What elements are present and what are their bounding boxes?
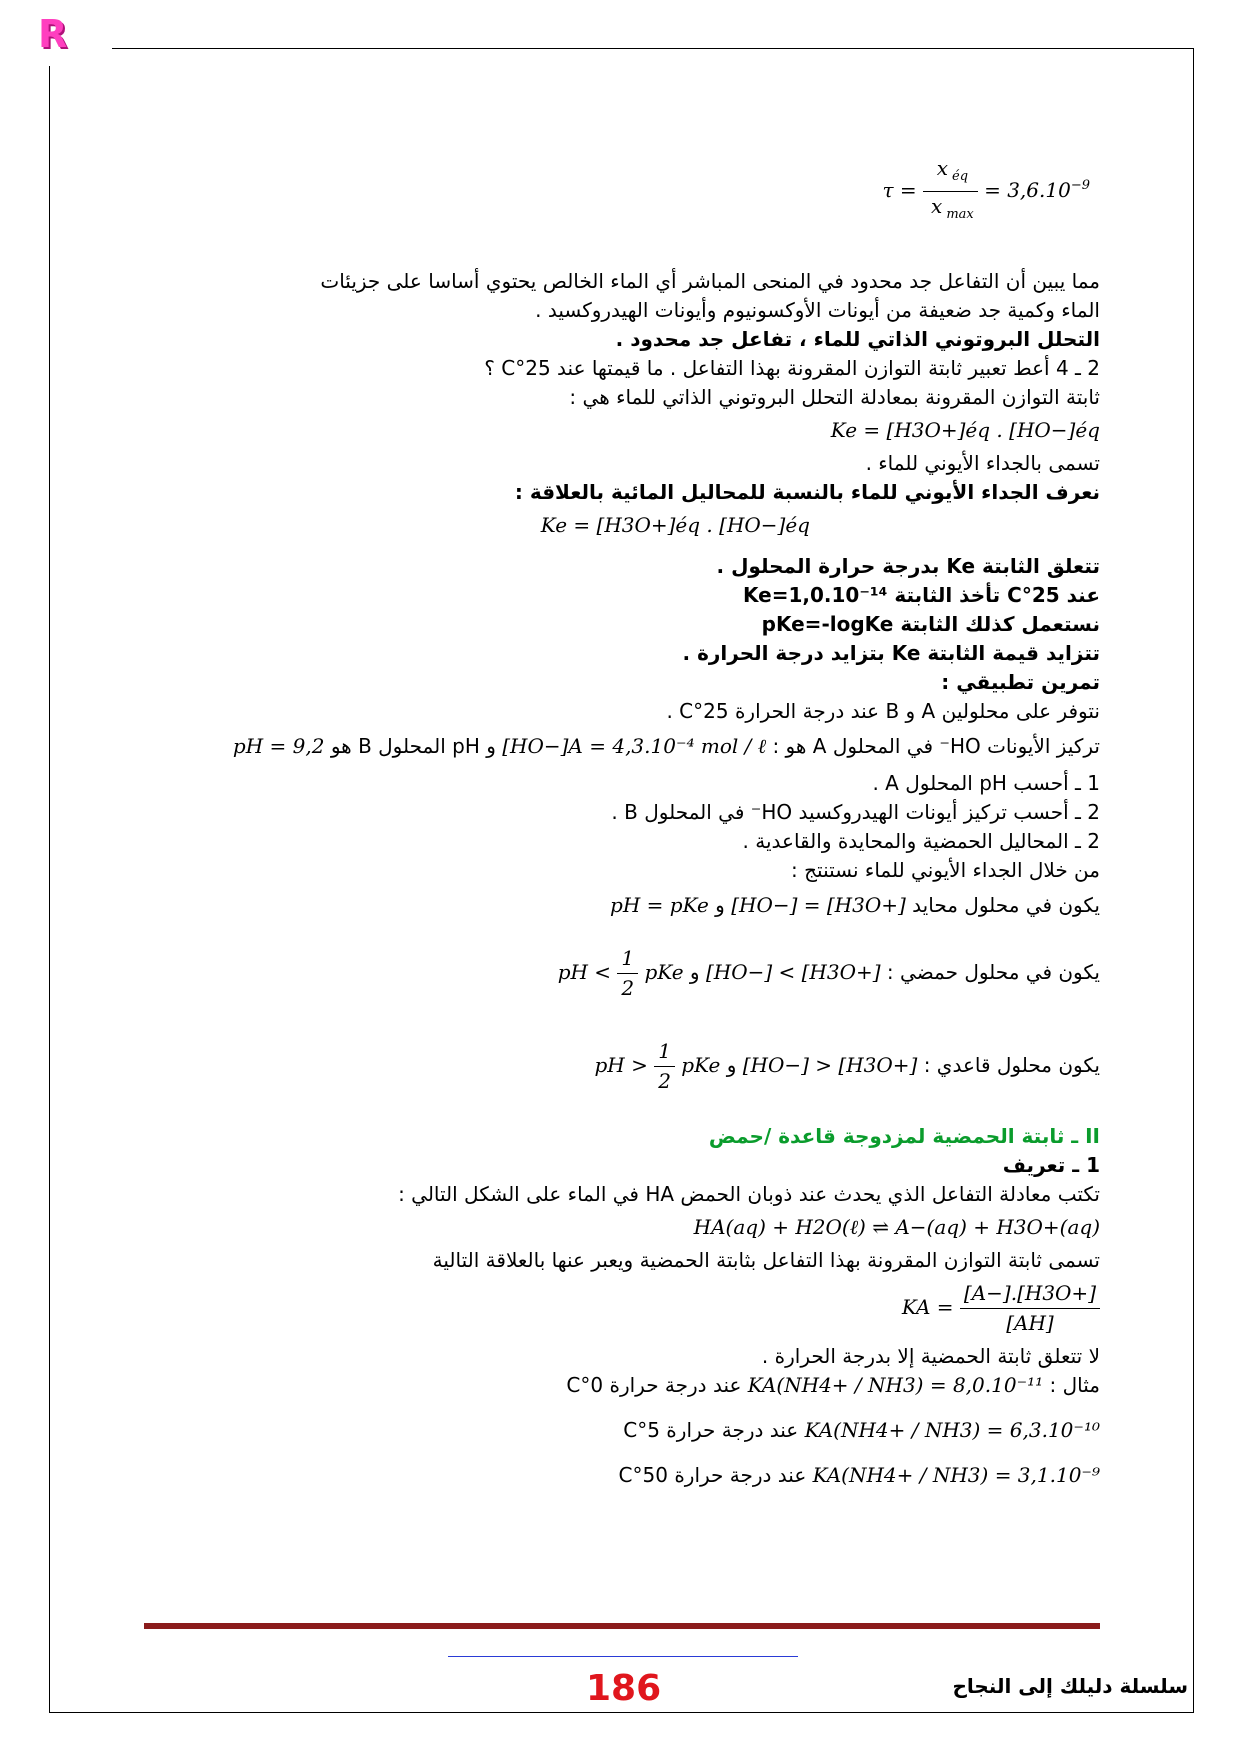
example-50-math: KA(NH4+ / NH3) = 3,1.10⁻⁹ — [812, 1463, 1100, 1487]
basic-and: و — [726, 1053, 737, 1077]
ka-equation — [110, 1275, 1100, 1342]
top-rule — [112, 48, 1194, 49]
acid-text: يكون في محلول حمضي : — [886, 960, 1100, 984]
ke-name: تسمى بالجداء الأيوني للماء . — [865, 451, 1100, 475]
acid-half-num: 1 — [617, 944, 638, 974]
page-body — [110, 150, 1100, 1490]
definition-line-1: تكتب معادلة التفاعل الذي يحدث عند ذوبان الحمض HA في الماء على الشكل التالي : — [398, 1182, 1100, 1206]
exercise-l2-ph: pH = 9,2 — [232, 734, 325, 758]
basic-ph — [594, 1037, 720, 1096]
pke-definition: نستعمل كذلك الثابتة pKe=-logKe — [761, 612, 1100, 636]
acid-math: [HO−] < [H3O+] — [705, 960, 881, 984]
footer-rule — [448, 1656, 798, 1657]
exercise-l2-text: تركيز الأيونات HO⁻ في المحلول A هو : — [772, 734, 1100, 758]
exercise-q1: 1 ـ أحسب pH المحلول A . — [872, 771, 1100, 795]
reaction-equation: HA(aq) + H2O(ℓ) ⇌ A−(aq) + H3O+(aq) — [693, 1215, 1100, 1239]
neutral-math: [HO−] = [H3O+] — [731, 893, 906, 917]
acid-and: و — [689, 960, 700, 984]
acid-line — [110, 944, 1100, 1003]
neutral-line — [110, 891, 1100, 920]
tau-exp: −9 — [1070, 178, 1090, 194]
neutral-ph: pH = pKe — [610, 893, 709, 917]
exercise-l2-text2: و pH المحلول B هو — [330, 734, 496, 758]
exercise-line-2 — [110, 732, 1100, 761]
definition-title: 1 ـ تعريف — [1002, 1153, 1100, 1177]
para-1-conclusion: التحلل البروتوني الذاتي للماء ، تفاعل جد محدود . — [615, 327, 1100, 351]
exercise-line-1: نتوفر على محلولين A و B عند درجة الحرارة 25°C . — [666, 699, 1100, 723]
neutral-text: يكون في محلول محايد — [912, 893, 1100, 917]
series-title: سلسلة دليلك إلى النجاح — [952, 1674, 1188, 1698]
exercise-l2-math: [HO−]A = 4,3.10⁻⁴ mol / ℓ — [502, 734, 767, 758]
frame-bottom — [49, 1712, 1194, 1713]
exercise-title: تمرين تطبيقي : — [941, 670, 1100, 694]
example-label: مثال : — [1049, 1373, 1100, 1397]
tau-den: x — [931, 194, 943, 218]
example-5 — [110, 1416, 1100, 1445]
tau-den-sub: max — [946, 207, 974, 222]
ke-increase: تتزايد قيمة الثابتة Ke بتزايد درجة الحرارة . — [682, 641, 1100, 665]
frame-right — [1193, 48, 1194, 1713]
tau-num-sub: éq — [952, 169, 969, 184]
acid-half-den: 2 — [621, 976, 635, 1000]
basic-ph-b: pKe — [681, 1053, 721, 1077]
basic-line — [110, 1037, 1100, 1096]
tau-fraction — [923, 154, 978, 229]
ka-num: [A−].[H3O+] — [960, 1279, 1100, 1309]
ke-equation-2: Ke = [H3O+]éq . [HO−]éq — [540, 513, 810, 537]
tau-lhs: τ = — [882, 178, 917, 202]
example-5-math: KA(NH4+ / NH3) = 6,3.10⁻¹⁰ — [804, 1418, 1100, 1442]
basic-ph-a: pH > — [594, 1053, 648, 1077]
acid-ph-b: pKe — [644, 960, 684, 984]
basic-half-den: 2 — [658, 1069, 671, 1093]
tau-num: x — [936, 156, 949, 180]
ka-temperature: لا تتعلق ثابتة الحمضية إلا بدرجة الحرارة . — [761, 1344, 1100, 1368]
page-number: 186 — [586, 1668, 662, 1709]
exercise-q2: 2 ـ أحسب تركيز أيونات الهيدروكسيد HO⁻ في المحلول B . — [611, 800, 1100, 824]
tau-rhs: = 3,6.10 — [984, 178, 1071, 202]
example-50 — [110, 1461, 1100, 1490]
acid-ph — [558, 944, 684, 1003]
acid-ph-a: pH < — [557, 960, 612, 984]
footer-bar — [144, 1623, 1100, 1629]
para-1-line-1: مما يبين أن التفاعل جد محدود في المنحى المباشر أي الماء الخالص يحتوي أساسا على جزيئات — [320, 269, 1100, 293]
question-2-4: 2 ـ 4 أعط تعبير ثابتة التوازن المقرونة بهذا التفاعل . ما قيمتها عند 25°C ؟ — [484, 356, 1100, 380]
ka-den: [AH] — [1006, 1311, 1054, 1335]
example-0-temp: عند درجة حرارة 0°C — [566, 1373, 742, 1397]
logo-r: R — [38, 12, 68, 56]
basic-math: [HO−] > [H3O+] — [742, 1053, 918, 1077]
ka-fraction — [960, 1279, 1100, 1338]
ka-lhs: KA = — [901, 1295, 954, 1319]
example-0 — [110, 1371, 1100, 1400]
example-50-temp: عند درجة حرارة 50°C — [618, 1463, 807, 1487]
ke-temperature: تتعلق الثابتة Ke بدرجة حرارة المحلول . — [716, 554, 1100, 578]
example-0-math: KA(NH4+ / NH3) = 8,0.10⁻¹¹ — [747, 1373, 1044, 1397]
ke-value: عند 25°C تأخذ الثابتة Ke=1,0.10⁻¹⁴ — [743, 583, 1100, 607]
ke-equation-1: Ke = [H3O+]éq . [HO−]éq — [830, 418, 1100, 442]
para-1-line-2: الماء وكمية جد ضعيفة من أيونات الأوكسونيوم وأيونات الهيدروكسيد . — [535, 298, 1100, 322]
section-2-title: 2 ـ المحاليل الحمضية والمحايدة والقاعدية . — [742, 829, 1100, 853]
ka-definition: تسمى ثابتة التوازن المقرونة بهذا التفاعل بثابتة الحمضية ويعبر عنها بالعلاقة التالية — [432, 1248, 1100, 1272]
tau-equation — [110, 150, 1100, 233]
basic-half-num: 1 — [654, 1037, 675, 1067]
basic-text: يكون محلول قاعدي : — [923, 1053, 1100, 1077]
neutral-and: و — [715, 893, 725, 917]
ke-definition: نعرف الجداء الأيوني للماء بالنسبة للمحاليل المائية بالعلاقة : — [514, 480, 1100, 504]
question-2-4-answer: ثابتة التوازن المقرونة بمعادلة التحلل البروتوني الذاتي للماء هي : — [569, 385, 1100, 409]
section-II-title: II ـ ثابتة الحمضية لمزدوجة قاعدة /حمض — [708, 1124, 1100, 1148]
from-ke-intro: من خلال الجداء الأيوني للماء نستنتج : — [791, 858, 1100, 882]
example-5-temp: عند درجة حرارة 5°C — [623, 1418, 799, 1442]
frame-left — [49, 66, 50, 1713]
